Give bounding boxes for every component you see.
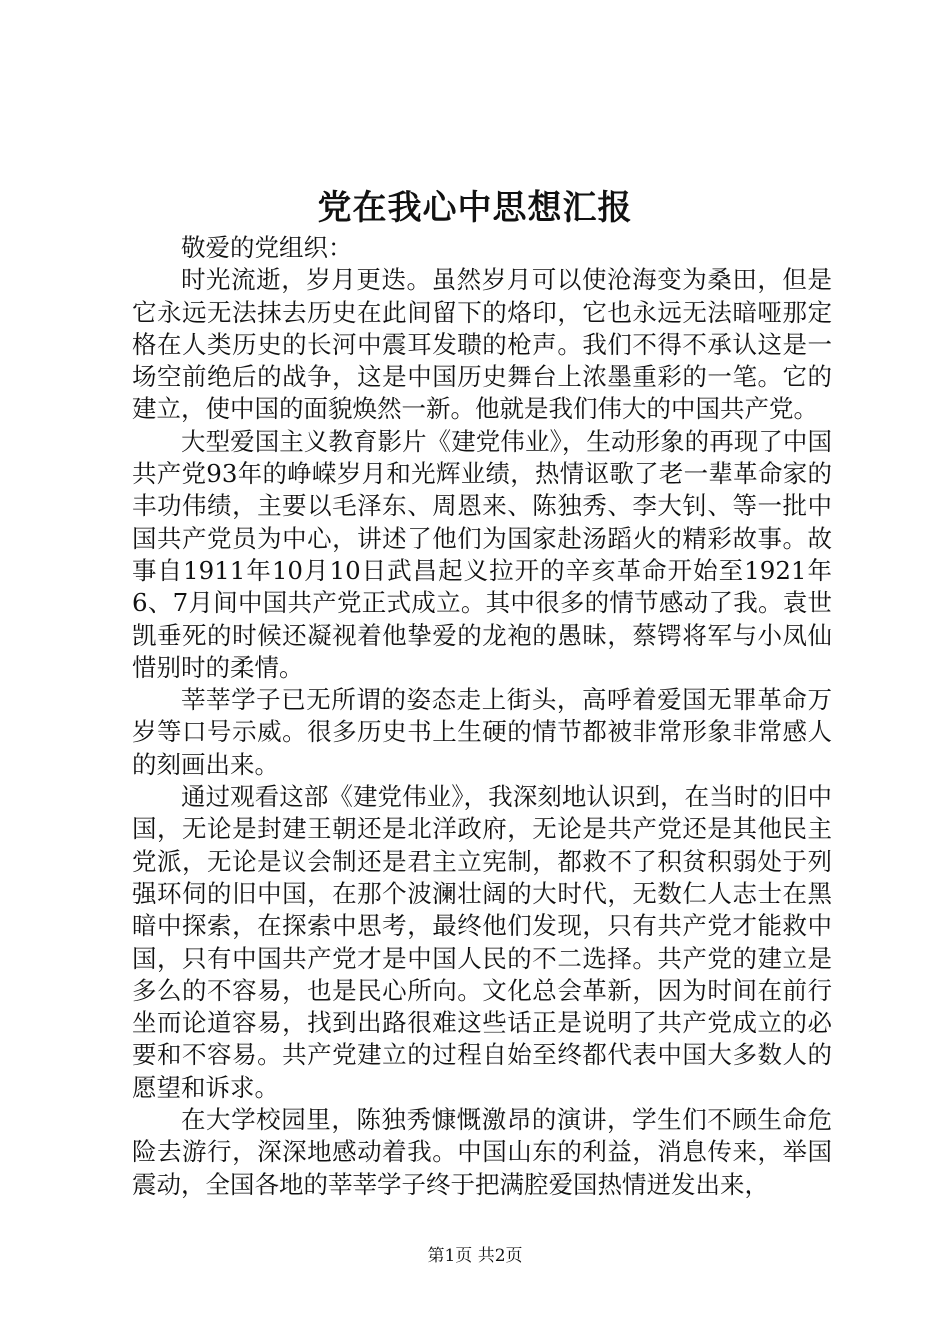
page-footer: 第1页 共2页 (427, 1246, 523, 1266)
paragraph-4: 通过观看这部《建党伟业》，我深刻地认识到，在当时的旧中国，无论是封建王朝还是北洋政府，无论是共产党还是其他民主党派，无论是议会制还是君主立宪制，都救不了积贫积弱处于列强环伺的旧中国，在那个波澜壮阔的大时代，无数仁人志士在黑暗中探索，在探索中思考，最终他们发现，只有共产党才能救中国，只有中国共产党才是中国人民的不二选择。共产党的建立是多么的不容易，也是民心所向。文化总会革新，因为时间在前行坐而论道容易，找到出路很难这些话正是说明了共产党成立的必要和不容易。共产党建立的过程自始至终都代表中国大多数人的愿望和诉求。 (132, 782, 832, 1102)
paragraph-1: 时光流逝，岁月更迭。虽然岁月可以使沧海变为桑田，但是它永远无法抹去历史在此间留下的烙印，它也永远无法暗哑那定格在人类历史的长河中震耳发聩的枪声。我们不得不承认这是一场空前绝后的战争，这是中国历史舞台上浓墨重彩的一笔。它的建立，使中国的面貌焕然一新。他就是我们伟大的中国共产党。 (132, 265, 832, 424)
document-title: 党在我心中思想汇报 (317, 188, 633, 228)
paragraph-3: 莘莘学子已无所谓的姿态走上街头，高呼着爱国无罪革命万岁等口号示威。很多历史书上生硬的情节都被非常形象非常感人的刻画出来。 (132, 685, 832, 779)
document-body (132, 232, 832, 1201)
paragraph-5: 在大学校园里，陈独秀慷慨激昂的演讲，学生们不顾生命危险去游行，深深地感动着我。中国山东的利益，消息传来，举国震动，全国各地的莘莘学子终于把满腔爱国热情迸发出来， (132, 1105, 832, 1199)
paragraph-2: 大型爱国主义教育影片《建党伟业》，生动形象的再现了中国共产党93年的峥嵘岁月和光辉业绩，热情讴歌了老一辈革命家的丰功伟绩，主要以毛泽东、周恩来、陈独秀、李大钊、等一批中国共产党员为中心，讲述了他们为国家赴汤蹈火的精彩故事。故事自1911年10月10日武昌起义拉开的辛亥革命开始至1921年6、7月间中国共产党正式成立。其中很多的情节感动了我。袁世凯垂死的时候还凝视着他挚爱的龙袍的愚昧，蔡锷将军与小凤仙惜别时的柔情。 (132, 426, 832, 682)
salutation: 敬爱的党组织： (181, 233, 353, 262)
